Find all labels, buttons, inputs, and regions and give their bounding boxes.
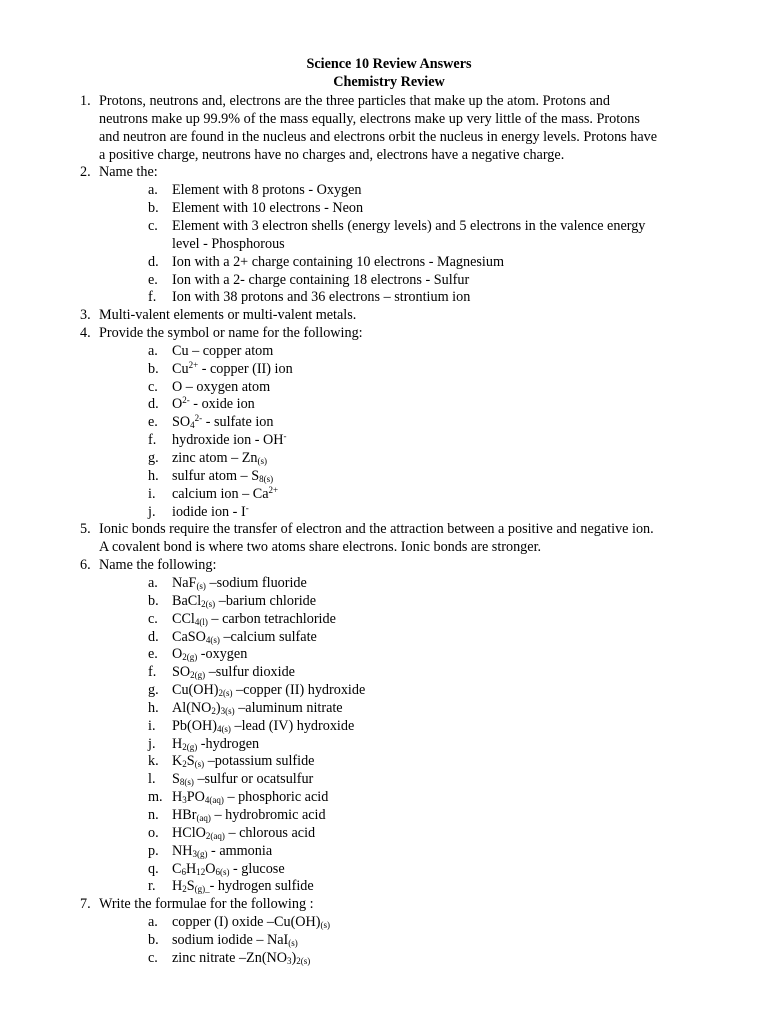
item-text: copper (I) oxide $-Cu(OH)_{(s)}$ xyxy=(172,914,331,931)
question-text: Multi-valent elements or multi-valent metals. xyxy=(99,307,357,324)
item-text: $H_{2(g)}$ -hydrogen xyxy=(172,735,260,752)
item-marker: c. xyxy=(148,378,158,395)
item-marker: d. xyxy=(148,628,159,645)
item-text: Ion with 38 protons and 36 electrons – strontium ion xyxy=(172,289,471,306)
item-marker: p. xyxy=(148,842,159,859)
item-text: HBr$_{(aq)}$ – hydrobromic acid xyxy=(172,807,326,823)
item-marker: c. xyxy=(148,217,158,234)
item-marker: a. xyxy=(148,574,158,591)
item-text: CaSO$_{4(s)}$ –calcium sulfate xyxy=(172,628,317,645)
item-marker: f. xyxy=(148,432,157,449)
item-text: $SO_4^{2-}$ - sulfate ion xyxy=(172,413,274,431)
item-text: NaF$_{(s)}$ –sodium fluoride xyxy=(172,574,307,591)
item-marker: d. xyxy=(148,253,159,270)
question-number: 4. xyxy=(80,325,91,342)
item-text: BaCl$_{2(s)}$ –barium chloride xyxy=(172,592,317,609)
item-text: $Pb(OH)_{4(s)}$ –lead (IV) hydroxide xyxy=(172,717,355,734)
item-text: zinc atom – $Zn_{(s)}$ xyxy=(172,450,267,466)
item-marker: d. xyxy=(148,396,159,413)
item-marker: b. xyxy=(148,931,159,948)
item-marker: l. xyxy=(148,771,156,788)
question-text: Provide the symbol or name for the following: xyxy=(99,325,363,342)
item-text: sulfur atom – $S_{8(s)}$ xyxy=(172,467,274,484)
item-text: $C_6H_{12}O_{6(s)}$ - glucose xyxy=(172,860,285,877)
item-text: calcium ion – $Ca^{2+}$ xyxy=(172,484,279,502)
item-marker: a. xyxy=(148,182,158,199)
item-text: Ion with a 2- charge containing 18 electrons - Sulfur xyxy=(172,271,470,288)
item-marker: h. xyxy=(148,699,159,716)
question-number: 5. xyxy=(80,521,91,538)
question-text: Name the following: xyxy=(99,557,217,574)
item-text: $K_2S_{(s)}$ –potassium sulfide xyxy=(172,753,315,770)
item-marker: q. xyxy=(148,860,159,877)
item-marker: n. xyxy=(148,807,159,823)
item-marker: a. xyxy=(148,914,158,931)
question-number: 3. xyxy=(80,307,91,324)
document-subtitle: Chemistry Review xyxy=(333,74,445,90)
item-marker: r. xyxy=(148,878,156,895)
item-text: O – oxygen atom xyxy=(172,378,271,395)
item-marker: j. xyxy=(148,735,156,752)
item-marker: c. xyxy=(148,949,158,966)
item-marker: h. xyxy=(148,467,159,484)
item-text: Cu – copper atom xyxy=(172,342,274,359)
question-text: A covalent bond is where two atoms share electrons. Ionic bonds are stronger. xyxy=(99,539,542,556)
item-text: $O^{2-}$ - oxide ion xyxy=(172,395,255,413)
item-marker: e. xyxy=(148,414,158,431)
item-text: $NH_{3(g)}$ - ammonia xyxy=(172,842,273,859)
item-marker: i. xyxy=(148,717,156,734)
item-text: hydroxide ion - OH- xyxy=(172,431,287,449)
item-marker: f. xyxy=(148,289,157,306)
document-title: Science 10 Review Answers xyxy=(306,56,472,72)
item-text: $Al(NO_2)_{3(s)}$ –aluminum nitrate xyxy=(172,699,343,716)
item-text: Ion with a 2+ charge containing 10 electrons - Magnesium xyxy=(172,253,504,270)
item-text: sodium iodide – NaI$_{(s)}$ xyxy=(172,931,298,948)
item-marker: o. xyxy=(148,824,159,841)
item-text: Element with 10 electrons - Neon xyxy=(172,200,364,217)
question-number: 6. xyxy=(80,557,91,574)
item-marker: j. xyxy=(148,503,156,520)
item-text: Element with 8 protons - Oxygen xyxy=(172,182,362,199)
question-number: 7. xyxy=(80,896,91,913)
item-marker: g. xyxy=(148,450,159,466)
item-marker: f. xyxy=(148,664,157,681)
item-marker: b. xyxy=(148,360,159,377)
item-text: $Cu(OH)_{2(s)}$ –copper (II) hydroxide xyxy=(172,682,366,699)
question-text: Protons, neutrons and, electrons are the three particles that make up the atom. Protons and xyxy=(99,93,610,109)
question-number: 2. xyxy=(80,164,91,181)
question-text: neutrons make up 99.9% of the mass equally, electrons make up very little of the mass. Protons xyxy=(99,110,640,127)
item-text: $SO_{2(g)}$ –sulfur dioxide xyxy=(172,664,295,681)
question-text: Ionic bonds require the transfer of electron and the attraction between a positive and negative ion. xyxy=(99,521,654,538)
item-marker: k. xyxy=(148,753,159,770)
item-text: $Cu^{2+}$ - copper (II) ion xyxy=(172,359,293,377)
item-marker: e. xyxy=(148,271,158,288)
item-marker: i. xyxy=(148,485,156,502)
question-text: Name the: xyxy=(99,164,158,181)
question-text: Write the formulae for the following : xyxy=(99,896,314,913)
item-text: $H_3PO_{4(aq)}$ – phosphoric acid xyxy=(172,789,329,806)
item-marker: g. xyxy=(148,682,159,699)
item-text: HClO$_{2(aq)}$ – chlorous acid xyxy=(172,824,316,841)
item-marker: a. xyxy=(148,342,158,359)
item-text: $O_{2(g)}$ -oxygen xyxy=(172,646,248,663)
item-marker: c. xyxy=(148,610,158,627)
item-text: level - Phosphorous xyxy=(172,235,285,252)
item-marker: m. xyxy=(148,789,163,806)
item-text: Element with 3 electron shells (energy levels) and 5 electrons in the valence energy xyxy=(172,217,646,234)
item-text: $S_{8(s)}$ –sulfur or ocatsulfur xyxy=(172,771,314,788)
item-marker: b. xyxy=(148,592,159,609)
question-number: 1. xyxy=(80,93,91,109)
item-text: CCl$_{4(l)}$ – carbon tetrachloride xyxy=(172,610,336,627)
item-text: $H_2S_{(g)\_}-$ hydrogen sulfide xyxy=(172,878,314,895)
question-text: a positive charge, neutrons have no charges and, electrons have a negative charge. xyxy=(99,146,565,163)
item-marker: e. xyxy=(148,646,158,663)
item-text: iodide ion - I- xyxy=(172,502,249,520)
question-text: and neutron are found in the nucleus and electrons orbit the nucleus in energy levels. Protons have xyxy=(99,128,658,145)
item-text: zinc nitrate $-Zn(NO_3)_{2(s)}$ xyxy=(172,949,311,966)
item-marker: b. xyxy=(148,200,159,217)
